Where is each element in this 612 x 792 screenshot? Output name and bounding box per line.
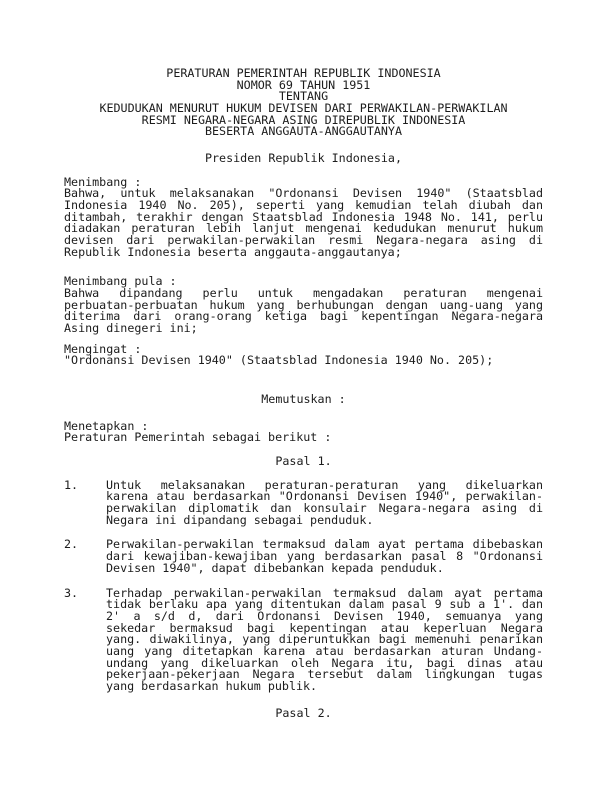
text-line: uang yang ditetapkan karena atau berdasarkan aturan Undang- xyxy=(106,643,543,658)
salutation xyxy=(64,153,543,165)
text-line: Untuk melaksanakan peraturan-peraturan yang dikeluarkan xyxy=(106,477,543,492)
regulation-text-body xyxy=(64,68,543,719)
text-line: perbuatan-perbuatan hukum yang berhubungan dengan uang-uang yang xyxy=(64,297,543,312)
item-number: 3. xyxy=(64,585,79,600)
pasal-1-item-2 xyxy=(64,539,543,574)
text-line: karena atau berdasarkan "Ordonansi Devisen 1940", perwakilan- xyxy=(106,489,543,504)
pasal-1-heading xyxy=(64,456,543,468)
text-line: Terhadap perwakilan-perwakilan termaksud dalam ayat pertama xyxy=(106,585,543,600)
memutuskan-heading xyxy=(64,394,543,406)
text-line: pekerjaan-pekerjaan Negara tersebut dalam lingkungan tugas xyxy=(106,667,543,682)
text-line: Menimbang pula : xyxy=(64,274,177,289)
text-line: Bahwa dipandang perlu untuk mengadakan peraturan mengenai xyxy=(64,286,543,301)
text-line: perwakilan diplomatik dan konsulair Negara-negara asing di xyxy=(106,501,543,516)
text-line: Pasal 2. xyxy=(275,705,332,720)
text-line: Bahwa, untuk melaksanakan "Ordonansi Devisen 1940" (Staatsblad xyxy=(64,186,543,201)
text-line: RESMI NEGARA-NEGARA ASING DIREPUBLIK INDONESIA xyxy=(141,112,466,127)
item-number: 2. xyxy=(64,537,79,552)
text-line: 2' a s/d d, dari Ordonansi Devisen 1940, semuanya yang xyxy=(106,608,543,623)
text-line: Devisen 1940", dapat dibebankan kepada penduduk. xyxy=(106,560,444,575)
text-line: Menetapkan : xyxy=(64,418,149,433)
text-line: NOMOR 69 TAHUN 1951 xyxy=(236,77,371,92)
menimbang-pula-paragraph xyxy=(64,288,543,335)
text-line: devisen dari perwakilan-perwakilan resmi Negara-negara asing di xyxy=(64,233,543,248)
text-line: undang yang dikeluarkan oleh Negara itu, bagi dinas atau xyxy=(106,655,543,670)
text-line: dari kewajiban-kewajiban yang berdasarkan pasal 8 "Ordonansi xyxy=(106,549,543,564)
pasal-1-item-1 xyxy=(64,477,543,527)
pasal-2-heading xyxy=(64,705,543,720)
text-line: Negara ini dipandang sebagai penduduk. xyxy=(106,512,374,527)
menimbang-paragraph xyxy=(64,188,543,258)
pasal-1-item-3 xyxy=(64,585,543,693)
text-line: PERATURAN PEMERINTAH REPUBLIK INDONESIA xyxy=(166,66,441,80)
mengingat-paragraph xyxy=(64,355,543,367)
text-line: Republik Indonesia beserta anggauta-anggautanya; xyxy=(64,244,402,259)
text-line: tidak berlaku apa yang ditentukan dalam pasal 9 sub a 1'. dan xyxy=(106,597,543,612)
text-line: Mengingat : xyxy=(64,341,142,356)
title-block xyxy=(64,68,543,138)
text-line: BESERTA ANGGAUTA-ANGGAUTANYA xyxy=(204,124,403,139)
text-line: Asing dinegeri ini; xyxy=(64,321,198,336)
menetapkan-paragraph xyxy=(64,432,543,444)
text-line: Memutuskan : xyxy=(261,392,346,407)
text-line: yang. diwakilinya, yang diperuntukkan bagi memenuhi penarikan xyxy=(106,632,543,647)
text-line: ditambah, terakhir dengan Staatsblad Indonesia 1948 No. 141, perlu xyxy=(64,209,543,224)
item-number: 1. xyxy=(64,477,79,492)
text-line: yang berdasarkan hukum publik. xyxy=(106,678,318,693)
text-line: sekedar bermaksud bagi kepentingan atau keperluan Negara xyxy=(106,620,543,635)
text-line: "Ordonansi Devisen 1940" (Staatsblad Indonesia 1940 No. 205); xyxy=(64,353,494,368)
text-line: diadakan peraturan lebih lanjut mengenai kedudukan menurut hukum xyxy=(64,221,543,236)
text-line: diterima dari orang-orang ketiga bagi kepentingan Negara-negara xyxy=(64,309,543,324)
text-line: TENTANG xyxy=(278,89,329,104)
text-line: Menimbang : xyxy=(64,174,142,189)
text-line: KEDUDUKAN MENURUT HUKUM DEVISEN DARI PERWAKILAN-PERWAKILAN xyxy=(99,101,508,116)
text-line: Indonesia 1940 No. 205), seperti yang kemudian telah diubah dan xyxy=(64,198,543,213)
text-line: Presiden Republik Indonesia, xyxy=(204,151,403,166)
text-line: Perwakilan-perwakilan termaksud dalam ayat pertama dibebaskan xyxy=(106,537,543,552)
text-line: Peraturan Pemerintah sebagai berikut : xyxy=(64,430,332,445)
text-line: Pasal 1. xyxy=(275,454,332,469)
